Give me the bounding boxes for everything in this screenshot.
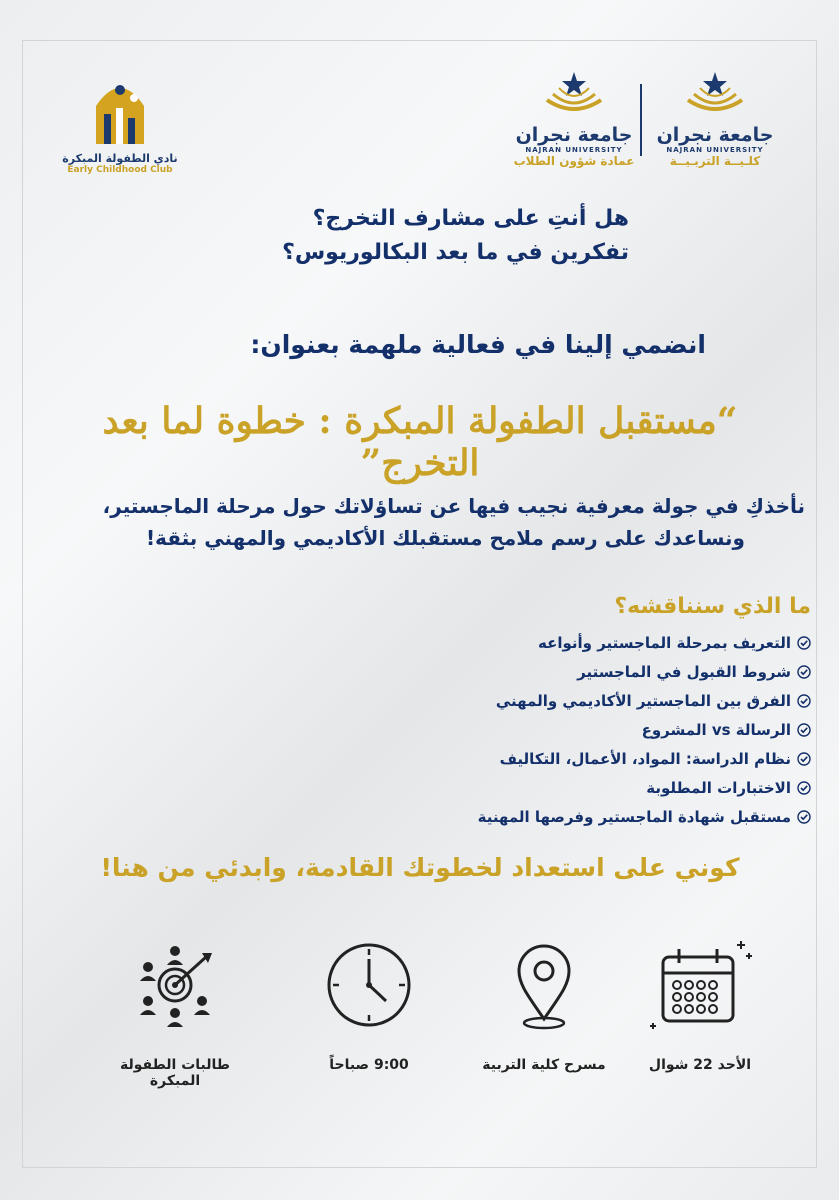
audience-target-icon [120,935,230,1035]
check-circle-icon [797,636,811,650]
date-label: الأحد 22 شوال [648,1057,752,1073]
deanship-logo-name-en: NAJRAN UNIVERSITY [525,146,623,154]
university-emblem-icon [680,70,750,120]
calendar-icon [645,935,755,1035]
check-circle-icon [797,781,811,795]
time-info [294,935,444,1073]
logo-divider [640,84,642,156]
topic-item [211,628,811,657]
topic-label: الرسالة vs المشروع [641,720,791,739]
call-to-action: كوني على استعداد لخطوتك القادمة، وابدئي من هنا! [100,853,740,882]
topic-item [211,657,811,686]
topic-label: نظام الدراسة: المواد، الأعمال، التكاليف [499,749,791,768]
topics-list [211,628,811,831]
check-circle-icon [797,665,811,679]
discussion-heading: ما الذي سنناقشه؟ [614,594,811,619]
topic-item [211,715,811,744]
topic-label: شروط القبول في الماجستير [577,662,791,681]
topic-item [211,744,811,773]
topic-label: الفرق بين الماجستير الأكاديمي والمهني [495,691,791,710]
topic-label: التعريف بمرحلة الماجستير وأنواعه [537,633,791,652]
topic-item [211,686,811,715]
topic-item [211,802,811,831]
intro-question-1: هل أنتِ على مشارف التخرج؟ [312,206,629,231]
check-circle-icon [797,694,811,708]
event-title: “مستقبل الطفولة المبكرة : خطوة لما بعد التخرج” [102,400,738,484]
deanship-logo [512,70,636,169]
intro-question-2: تفكرين في ما بعد البكالوريوس؟ [282,240,629,265]
location-info [469,935,619,1073]
audience-label: طالبات الطفولة المبكرة [120,1057,230,1089]
club-logo-name-ar: نادي الطفولة المبكرة [62,152,178,165]
location-pin-icon [489,935,599,1035]
club-logo-name-en: Early Childhood Club [67,165,173,175]
topic-label: الاختبارات المطلوبة [646,778,791,797]
check-circle-icon [797,723,811,737]
topic-item [211,773,811,802]
college-logo-unit: كلـيــة التربـيــة [669,154,761,168]
college-logo-name-ar: جامعة نجران [656,124,774,146]
club-logo [56,68,184,175]
date-info [625,935,775,1073]
location-label: مسرح كلية التربية [482,1057,606,1073]
clock-icon [314,935,424,1035]
description-line-1: نأخذكِ في جولة معرفية نجيب فيها عن تساؤلاتك حول مرحلة الماجستير، [102,494,805,518]
club-emblem-icon [90,68,150,146]
description-line-2: ونساعدك على رسم ملامح مستقبلك الأكاديمي والمهني بثقة! [145,526,745,550]
time-label: 9:00 صباحاً [329,1057,409,1073]
topic-label: مستقبل شهادة الماجستير وفرصها المهنية [477,807,791,826]
audience-info [100,935,250,1089]
check-circle-icon [797,752,811,766]
university-emblem-icon [539,70,609,120]
college-logo-name-en: NAJRAN UNIVERSITY [666,146,764,154]
invite-heading: انضمي إلينا في فعالية ملهمة بعنوان: [250,330,706,359]
check-circle-icon [797,810,811,824]
college-logo [650,70,780,169]
deanship-logo-name-ar: جامعة نجران [515,124,633,146]
deanship-logo-unit: عمادة شؤون الطلاب [513,154,635,168]
